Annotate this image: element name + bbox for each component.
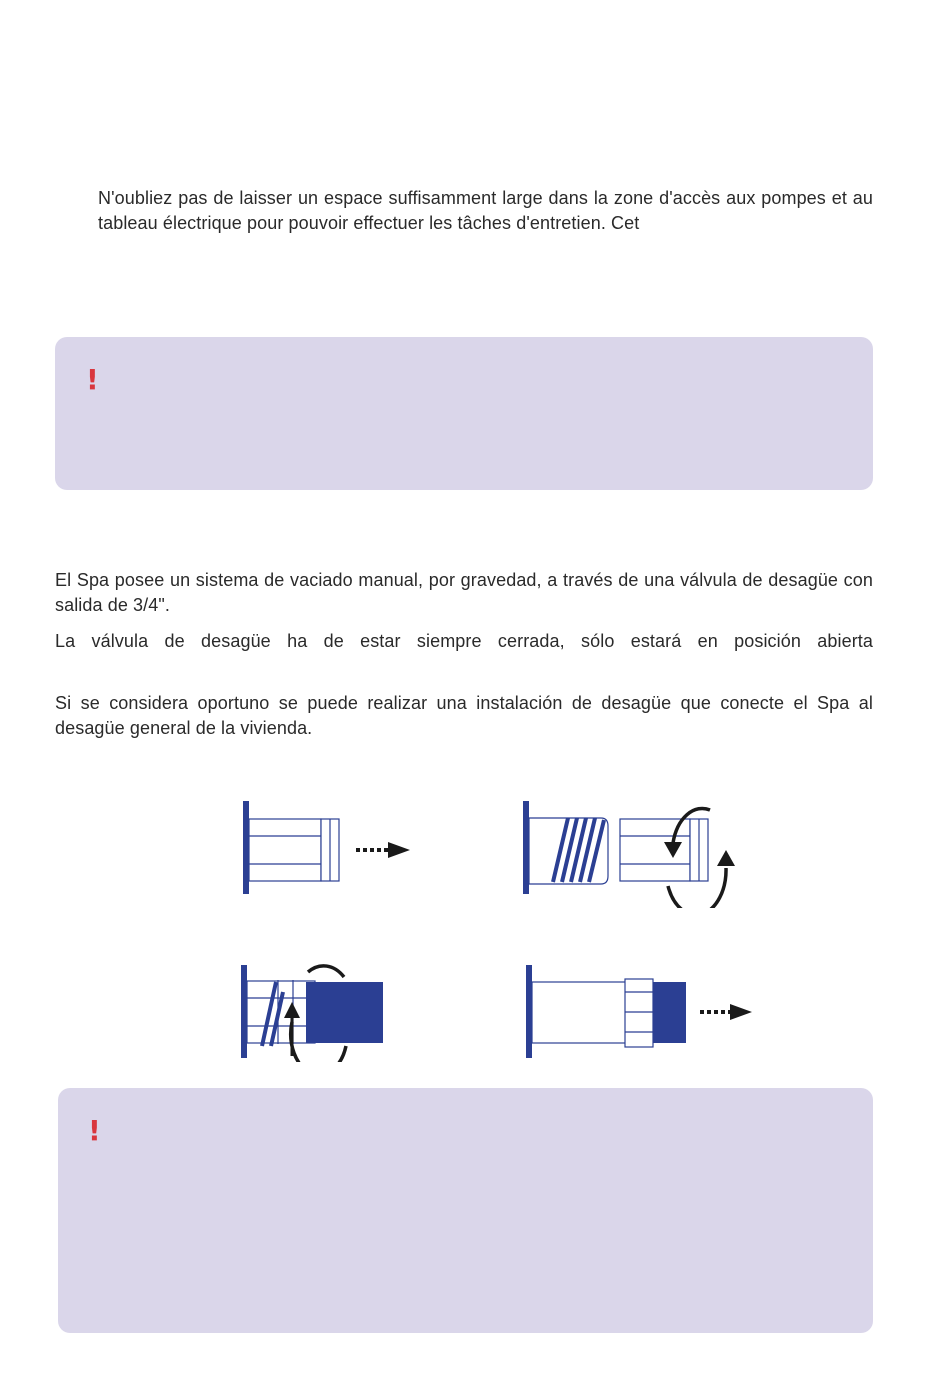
intro-paragraph: N'oubliez pas de laisser un espace suffisamment large dans la zone d'accès aux pompes et au tableau électrique pour pouvoir effectuer les tâches d'entretien. Cet [98,188,873,233]
drain-system-paragraph: El Spa posee un sistema de vaciado manual, por gravedad, a través de una válvula de desagüe con salida de 3/4". [55,570,873,615]
warning-icon: ! [88,1114,101,1147]
pull-adapter-diagram [520,962,760,1062]
pull-cap-diagram [238,798,418,898]
screw-adapter-diagram [236,962,396,1062]
warning-box-bottom [58,1088,873,1333]
warning-icon: ! [86,363,99,396]
unscrew-cap-diagram [518,798,738,908]
valve-closed-paragraph: La válvula de desagüe ha de estar siempre cerrada, sólo estará en posición abierta [55,631,873,651]
warning-box-top [55,337,873,490]
drain-installation-paragraph: Si se considera oportuno se puede realizar una instalación de desagüe que conecte el Spa al desagüe general de la vivienda. [55,693,873,738]
